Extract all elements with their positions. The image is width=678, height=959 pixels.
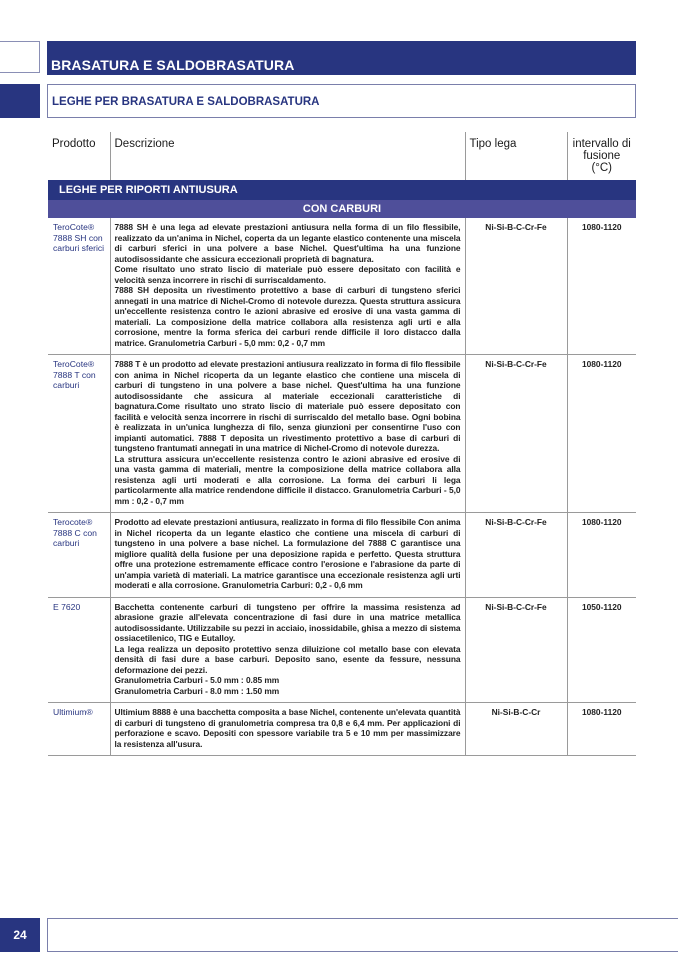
melting-range: 1080-1120 xyxy=(567,218,636,355)
column-header-description: Descrizione xyxy=(110,132,465,180)
side-tab-marker xyxy=(0,84,40,118)
alloy-type: Ni-Si-B-C-Cr-Fe xyxy=(465,597,567,703)
footer-bar xyxy=(47,918,678,952)
page-number: 24 xyxy=(0,918,40,952)
melting-range: 1080-1120 xyxy=(567,513,636,598)
alloy-type: Ni-Si-B-C-Cr-Fe xyxy=(465,355,567,513)
product-name: TeroCote® 7888 T con carburi xyxy=(48,355,110,513)
alloy-type: Ni-Si-B-C-Cr xyxy=(465,703,567,756)
description-paragraph: Ultimium 8888 è una bacchetta composita a base Nichel, contenente un'elevata quantità di carburi di tungsteno di granulometria compresa tra 0,8 e 6,4 mm. Per applicazioni di perforazione e scavo. Depositi con spessore variabile tra 5 e 10 mm per massimizzare la resistenza all'usura. xyxy=(114,707,461,749)
table-row xyxy=(48,513,636,598)
description-paragraph: Prodotto ad elevate prestazioni antiusura, realizzato in forma di filo flessibile Con anima in Nichel ricoperta da un legante elastico che contiene una miscela di carburi di tungsteno in una polvere a base nichel. La formulazione del 7888 C garantisce una migliore qualità della fusione per una deposizione rapida e perfetto. Questa struttura offre una protezione estremamente efficace contro l'erosione e l'abrasione da parte di un'ampia varietà di materiali. La matrice garantisce una eccezionale resistenza agli urti moderati e alla corrosione. Granulometria Carburi: 0,2 - 0,6 mm xyxy=(114,517,461,590)
description-paragraph: Granulometria Carburi - 5.0 mm : 0.85 mm xyxy=(114,675,280,685)
product-name: Terocote® 7888 C con carburi xyxy=(48,513,110,598)
product-description xyxy=(110,703,465,756)
product-name: TeroCote® 7888 SH con carburi sferici xyxy=(48,218,110,355)
product-name: E 7620 xyxy=(48,597,110,703)
table-row xyxy=(48,355,636,513)
melting-range: 1050-1120 xyxy=(567,597,636,703)
description-paragraph: 7888 SH è una lega ad elevate prestazioni antiusura nella forma di un filo flessibile, realizzato da un'anima in Nichel, coperta da un legante elastico contenente una miscela di carburi sferici in una polvere a base Nichel. Quest'ultima ha una funzione autodisossidante che assicura eccezionali proprietà di bagnatura. xyxy=(114,222,461,264)
description-paragraph: La lega realizza un deposito protettivo senza diluizione col metallo base con elevata densità di fasi dure a base carburi. Deposito sano, esente da fessure, nessuna deformazione dei pezzi. xyxy=(114,643,461,675)
alloy-table xyxy=(48,132,636,756)
description-paragraph: Granulometria Carburi - 8.0 mm : 1.50 mm xyxy=(114,685,280,696)
product-name: Ultimium® xyxy=(48,703,110,756)
subcategory-label: CON CARBURI xyxy=(48,200,636,218)
category-label: LEGHE PER RIPORTI ANTIUSURA xyxy=(48,180,636,200)
category-band xyxy=(48,180,636,200)
melting-range: 1080-1120 xyxy=(567,355,636,513)
description-paragraph: Bacchetta contenente carburi di tungsteno per offrire la massima resistenza ad abrasione grazie all'elevata concentrazione di fasi dure in una matrice metallica autodisossidante. Utilizzabile su pezzi in acciaio, inossidabile, ghisa a mezzo di sistema ossiacetilenico, TIG e Eutalloy. xyxy=(114,601,461,643)
table-header-row xyxy=(48,132,636,180)
column-header-alloy-type: Tipo lega xyxy=(465,132,567,180)
description-paragraph: La struttura assicura un'eccellente resistenza contro le azioni abrasive ed erosive di una vasta gamma di materiali, mentre la composizione della matrice collabora alla resistenza agli urti moderati e alla corrosione. La forma dei carburi li lega particolarmente alla matrice rendendone difficile il distacco. Granulometria Carburi - 5,0 mm : 0,2 - 0,7 mm xyxy=(114,453,461,506)
product-description xyxy=(110,355,465,513)
product-description xyxy=(110,513,465,598)
product-description xyxy=(110,218,465,355)
subcategory-band xyxy=(48,200,636,218)
table-row xyxy=(48,218,636,355)
alloy-type: Ni-Si-B-C-Cr-Fe xyxy=(465,218,567,355)
description-paragraph: Come risultato uno strato liscio di materiale può essere depositato con facilità e velocità senza incorrere in rischi di surriscaldamento. xyxy=(114,264,461,285)
table-row xyxy=(48,703,636,756)
alloy-type: Ni-Si-B-C-Cr-Fe xyxy=(465,513,567,598)
column-header-product: Prodotto xyxy=(48,132,110,180)
table-row xyxy=(48,597,636,703)
column-header-melting-range: intervallo di fusione (°C) xyxy=(572,138,631,174)
section-title: BRASATURA E SALDOBRASATURA xyxy=(47,41,636,75)
melting-range: 1080-1120 xyxy=(567,703,636,756)
subsection-title: LEGHE PER BRASATURA E SALDOBRASATURA xyxy=(47,84,636,118)
description-paragraph: 7888 SH deposita un rivestimento protettivo a base di carburi di tungsteno sferici annegati in una matrice di Nichel-Cromo di notevole durezza. Questa struttura assicura un'eccellente resistenza contro le azioni abrasive ed erosive di una vasta gamma di materiali. La composizione della matrice collabora alla resistenza agli urti e alla corrosione, mentre la forma sferica dei carburi rende difficile il loro distacco dalla matrice. Granulometria Carburi - 5,0 mm: 0,2 - 0,7 mm xyxy=(114,285,461,348)
product-description xyxy=(110,597,465,703)
description-paragraph: 7888 T è un prodotto ad elevate prestazioni antiusura realizzato in forma di filo flessibile con anima in Nichel ricoperta da un legante elastico che contiene una miscela di carburi di tungsteno in una polvere a base nichel. Quest'ultima ha una funzione autodisossidante che assicura al materiale eccezionali caratteristiche di bagnatura.Come risultato uno strato liscio di materiale può essere depositato con facilità e velocità senza incorrere in rischi di surriscaldo del metallo base. Ogni bobina è realizzata in un'unica lunghezza di filo, senza giunzioni per consentirne l'uso con impianti automatici. 7888 T deposita un rivestimento protettivo a base di carburi di tungsteno frantumati annegati in una matrice di Nichel-Cromo di notevole durezza. xyxy=(114,359,461,453)
side-tab-outline xyxy=(0,41,40,73)
